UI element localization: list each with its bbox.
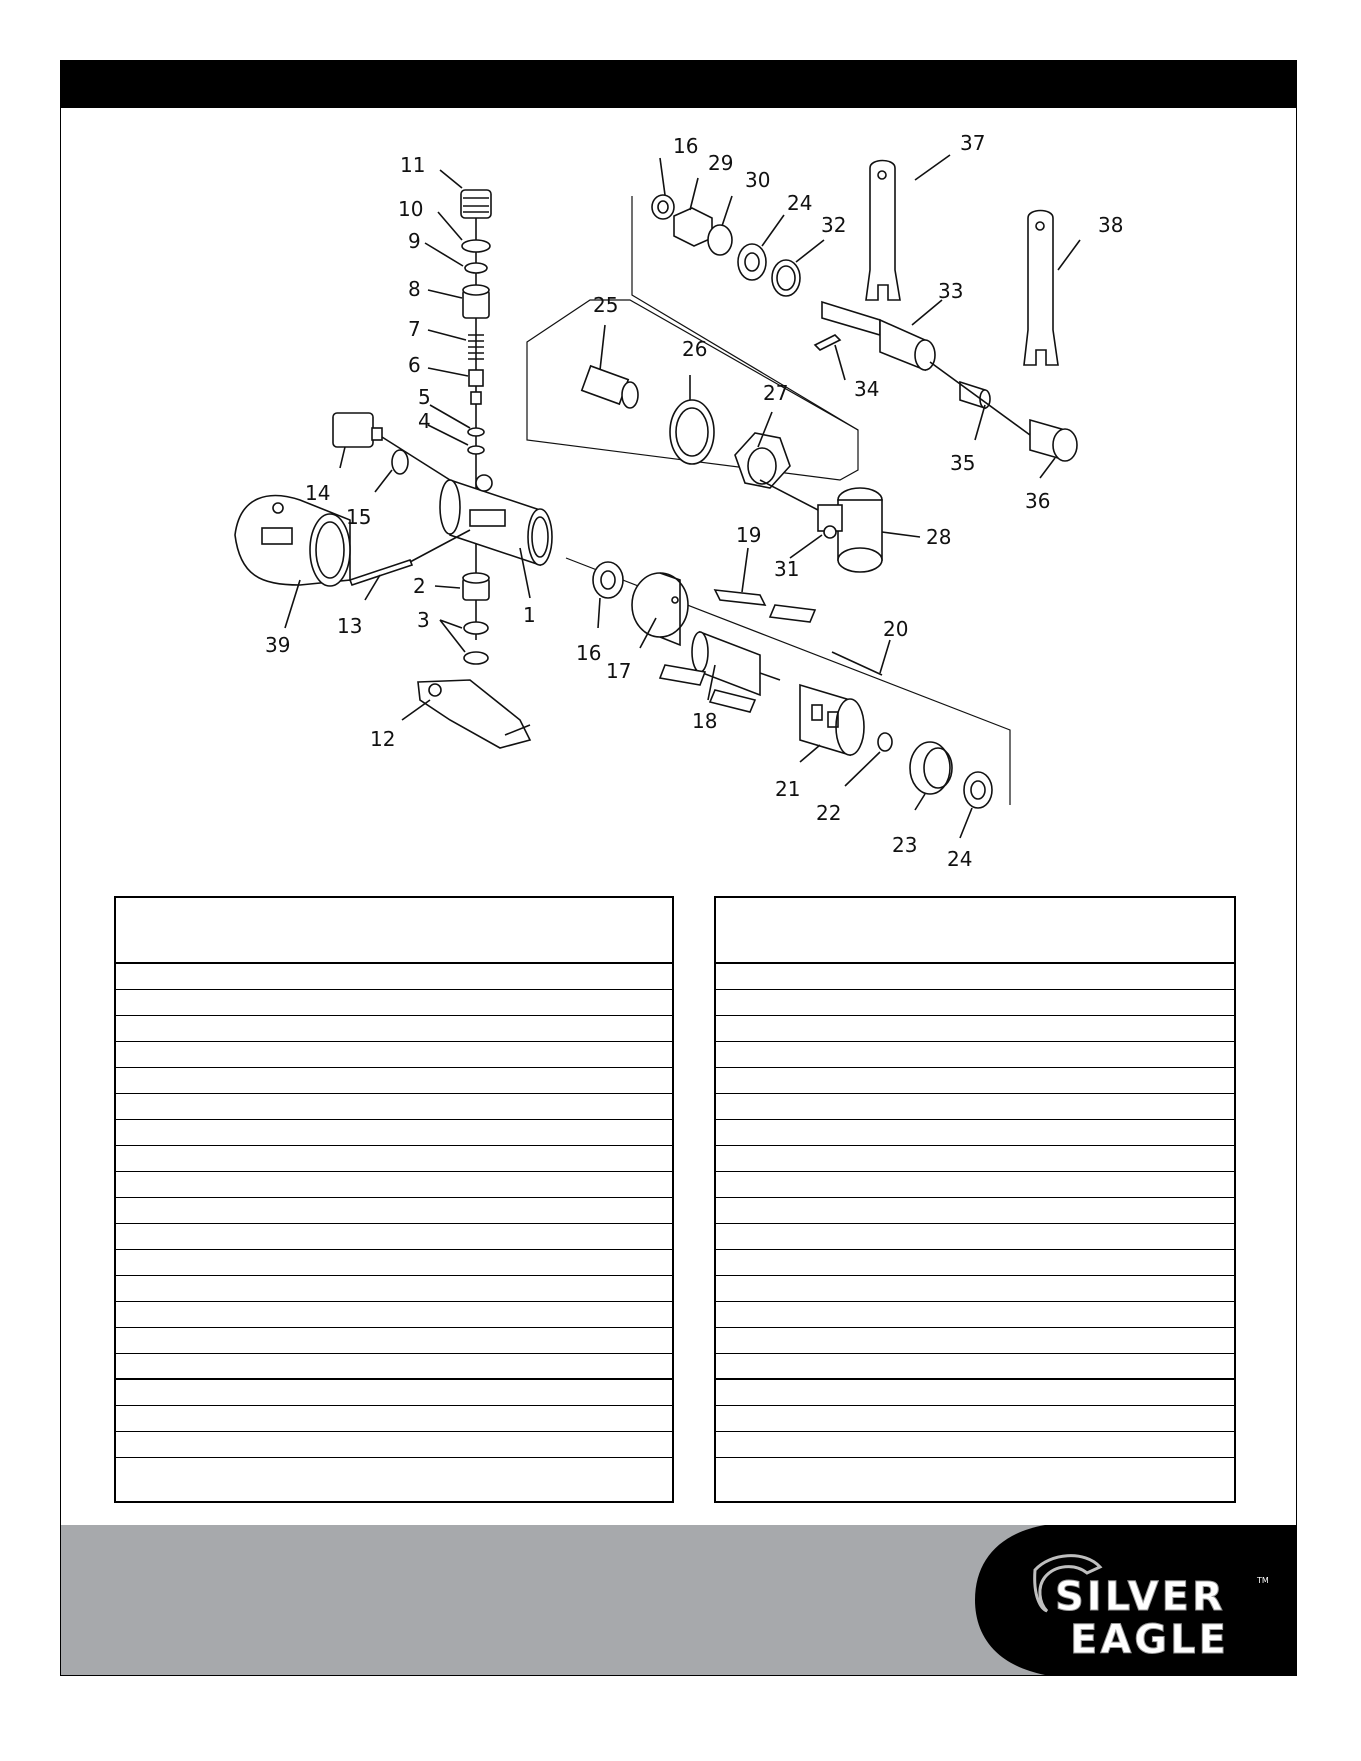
callout-36: 36 [1025, 489, 1051, 513]
parts-table-right-header [716, 898, 1234, 964]
callout-27: 27 [763, 381, 789, 405]
callout-7: 7 [408, 317, 421, 341]
table-row [116, 990, 672, 1016]
logo-text-silver: SILVER [1055, 1574, 1226, 1620]
table-row [116, 1250, 672, 1276]
parts-table-right [714, 896, 1236, 1503]
table-row [116, 1354, 672, 1380]
callout-21: 21 [775, 777, 801, 801]
callout-5: 5 [418, 385, 431, 409]
table-row [116, 1380, 672, 1406]
callout-29: 29 [708, 151, 734, 175]
callout-4: 4 [418, 409, 431, 433]
callout-26: 26 [682, 337, 708, 361]
table-row [116, 1198, 672, 1224]
table-row [116, 1016, 672, 1042]
callout-22: 22 [816, 801, 842, 825]
table-row [716, 1172, 1234, 1198]
parts-table-right-body [716, 964, 1234, 1484]
table-row [116, 1328, 672, 1354]
callout-37: 37 [960, 131, 986, 155]
callout-15: 15 [346, 505, 372, 529]
table-row [116, 1146, 672, 1172]
callout-14: 14 [305, 481, 331, 505]
table-row [116, 1224, 672, 1250]
table-row [716, 1094, 1234, 1120]
table-row [116, 1276, 672, 1302]
table-row [716, 1458, 1234, 1484]
table-row [116, 1406, 672, 1432]
callout-33: 33 [938, 279, 964, 303]
table-row [716, 1016, 1234, 1042]
logo-trademark: TM [1257, 1576, 1269, 1585]
table-row [716, 1302, 1234, 1328]
table-row [716, 1120, 1234, 1146]
table-row [716, 1406, 1234, 1432]
table-row [716, 1432, 1234, 1458]
callout-24-bottom: 24 [947, 847, 973, 871]
table-row [116, 1432, 672, 1458]
callout-17: 17 [606, 659, 632, 683]
callout-38: 38 [1098, 213, 1124, 237]
callout-35: 35 [950, 451, 976, 475]
callout-16-bottom: 16 [576, 641, 602, 665]
callout-8: 8 [408, 277, 421, 301]
table-row [116, 1068, 672, 1094]
table-row [716, 1146, 1234, 1172]
callout-31: 31 [774, 557, 800, 581]
callout-18: 18 [692, 709, 718, 733]
table-row [716, 964, 1234, 990]
callout-6: 6 [408, 353, 421, 377]
table-row [716, 1276, 1234, 1302]
table-row [716, 990, 1234, 1016]
table-row [716, 1354, 1234, 1380]
parts-table-left-header [116, 898, 672, 964]
table-row [116, 1172, 672, 1198]
table-row [716, 1198, 1234, 1224]
callout-24-top: 24 [787, 191, 813, 215]
table-row [716, 1250, 1234, 1276]
parts-table-left [114, 896, 674, 1503]
parts-table-left-body [116, 964, 672, 1484]
table-row [116, 1042, 672, 1068]
table-row [716, 1068, 1234, 1094]
table-row [716, 1328, 1234, 1354]
callout-39: 39 [265, 633, 291, 657]
callout-32: 32 [821, 213, 847, 237]
callout-19: 19 [736, 523, 762, 547]
callout-28: 28 [926, 525, 952, 549]
table-row [116, 964, 672, 990]
table-row [116, 1302, 672, 1328]
table-row [116, 1458, 672, 1484]
callout-30: 30 [745, 168, 771, 192]
callout-11: 11 [400, 153, 426, 177]
callout-16-top: 16 [673, 134, 699, 158]
callout-12: 12 [370, 727, 396, 751]
callout-2: 2 [413, 574, 426, 598]
callout-23: 23 [892, 833, 918, 857]
callout-3: 3 [417, 608, 430, 632]
callout-1: 1 [523, 603, 536, 627]
table-row [716, 1042, 1234, 1068]
table-row [716, 1224, 1234, 1250]
callout-20: 20 [883, 617, 909, 641]
logo-text-eagle: EAGLE [1070, 1617, 1229, 1663]
callout-25: 25 [593, 293, 619, 317]
callout-9: 9 [408, 229, 421, 253]
table-row [716, 1380, 1234, 1406]
table-row [116, 1094, 672, 1120]
callout-34: 34 [854, 377, 880, 401]
table-row [116, 1120, 672, 1146]
callout-13: 13 [337, 614, 363, 638]
callout-10: 10 [398, 197, 424, 221]
brand-logo [975, 1525, 1296, 1675]
